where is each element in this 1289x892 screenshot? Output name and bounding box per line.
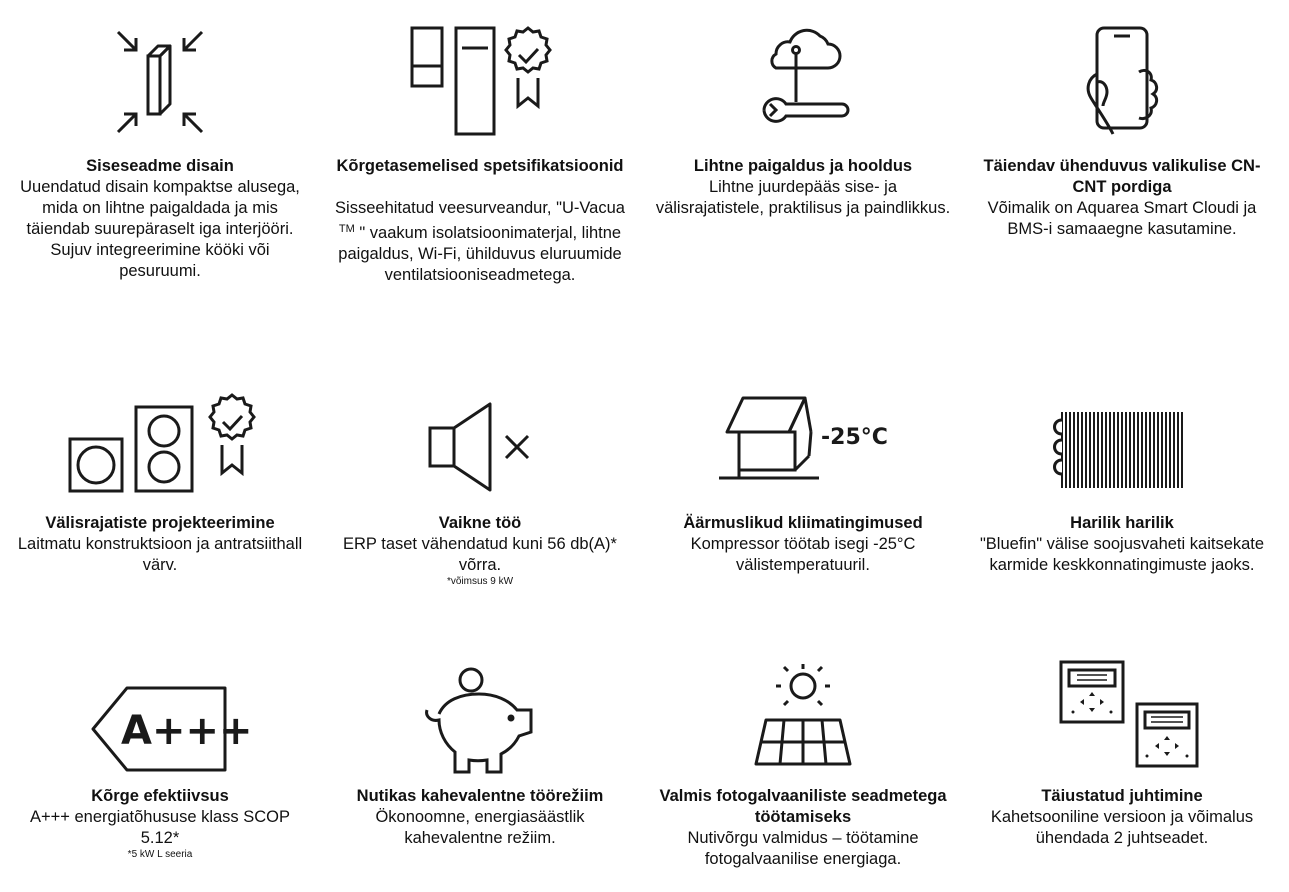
outdoor-units-certified-icon [10,393,310,513]
feature-description: Nutivõrgu valmidus – töötamine fotogalvaanilise energiaga. [687,829,919,868]
description-part: " vaakum isolatsioonimaterjal, lihtne paigaldus, Wi-Fi, ühilduvus eluruumide ventilatsiooniseadmetega. [338,224,622,284]
energy-class-label: A+++ [121,708,253,754]
dual-controller-icon [972,660,1272,780]
feature-title: Valmis fotogalvaaniliste seadmetega töötamiseks [659,787,947,826]
feature-title: Harilik harilik [1070,514,1174,532]
piggy-bank-icon [330,664,630,784]
bluefin-coil-icon [972,410,1272,530]
feature-description: Lihtne juurdepääs sise- ja välisrajatistele, praktilisus ja paindlikkus. [655,178,951,217]
feature-title: Kõrgetasemelised spetsifikatsioonid [336,157,624,175]
feature-title: Kõrge efektiivsus [91,787,229,805]
feature-description [330,198,630,286]
feature-description: "Bluefin" välise soojusvaheti kaitsekate karmide keskkonnatingimuste jaoks. [979,535,1265,574]
feature-title: Vaikne töö [438,514,522,532]
feature-title: Nutikas kahevalentne töörežiim [356,787,604,805]
solar-panel-icon [653,662,953,782]
feature-title: Äärmuslikud kliimatingimused [683,514,923,532]
feature-description: Laitmatu konstruktsioon ja antratsiithall värv. [17,535,303,574]
specs-certified-icon [330,22,630,142]
trademark-superscript: TM [338,223,355,235]
feature-title: Täiustatud juhtimine [1041,787,1203,805]
silent-speaker-icon [330,400,630,520]
feature-description: Võimalik on Aquarea Smart Cloudi ja BMS-i samaaegne kasutamine. [987,199,1257,238]
feature-title: Lihtne paigaldus ja hooldus [693,157,913,175]
feature-title: Siseseadme disain [86,157,234,175]
feature-title: Täiendav ühenduvus valikulise CN-CNT pordiga [983,157,1261,196]
feature-description: Uuendatud disain kompaktse alusega, mida on lihtne paigaldada ja mis täiendab suurepäraselt iga interjööri. Sujuv integreerimine kööki või pesuruumi. [20,178,300,280]
feature-description: Ökonoomne, energiasäästlik kahevalentne režiim. [375,808,585,847]
feature-title: Välisrajatiste projekteerimine [45,514,275,532]
feature-description: Kahetsooniline versioon ja võimalus ühendada 2 juhtseadet. [990,808,1254,847]
cold-climate-house-icon [653,396,953,516]
feature-description: A+++ energiatõhususe klass SCOP 5.12* [29,808,291,847]
footnote: *võimsus 9 kW [446,576,514,587]
feature-description: ERP taset vähendatud kuni 56 db(A)* võrra. [343,535,617,574]
compact-unit-icon [10,22,310,142]
footnote: *5 kW L seeria [127,849,193,860]
smartphone-icon [972,22,1272,142]
description-part: Sisseehitatud veesurveandur, "U-Vacua [335,199,625,217]
cloud-wrench-icon [653,22,953,142]
temperature-label: -25°C [821,425,888,450]
feature-description: Kompressor töötab isegi -25°C välistemperatuuril. [690,535,916,574]
